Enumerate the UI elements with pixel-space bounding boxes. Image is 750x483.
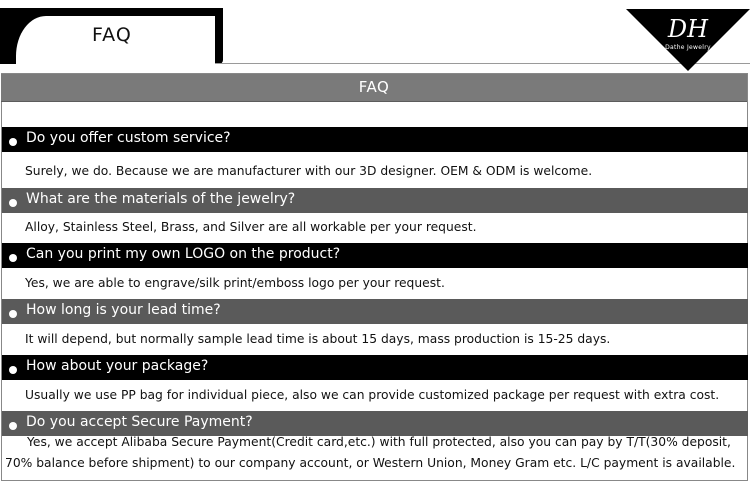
bullet-icon — [9, 422, 17, 430]
logo-monogram: DH — [667, 15, 709, 43]
faq-question — [2, 243, 748, 268]
faq-answer: Yes, we accept Alibaba Secure Payment(Credit card,etc.) with full protected, also you can pay by T/T(30% deposit, — [27, 435, 731, 449]
bullet-icon — [9, 199, 17, 207]
question-text: Do you offer custom service? — [26, 130, 231, 146]
question-text: What are the materials of the jewelry? — [26, 191, 296, 207]
faq-answer: Usually we use PP bag for individual piece, also we can provide customized package per request with extra cost. — [25, 388, 720, 402]
bullet-icon — [9, 138, 17, 146]
faq-question — [2, 355, 748, 380]
question-text: Do you accept Secure Payment? — [26, 414, 253, 430]
faq-answer: Yes, we are able to engrave/silk print/emboss logo per your request. — [25, 276, 445, 290]
faq-answer-continued: 70% balance before shipment) to our company account, or Western Union, Money Gram etc. L/C payment is available. — [5, 456, 736, 470]
question-text: How long is your lead time? — [26, 302, 221, 318]
bullet-icon — [9, 254, 17, 262]
header-title: FAQ — [92, 24, 132, 46]
faq-section-band — [1, 74, 747, 102]
question-text: How about your package? — [26, 358, 209, 374]
faq-question — [2, 411, 748, 436]
faq-answer: Alloy, Stainless Steel, Brass, and Silver are all workable per your request. — [25, 220, 477, 234]
bullet-icon — [9, 366, 17, 374]
brand-logo — [626, 9, 750, 71]
question-text: Can you print my own LOGO on the product? — [26, 246, 341, 262]
page-header — [0, 0, 750, 70]
section-title: FAQ — [358, 78, 390, 96]
faq-answer: It will depend, but normally sample lead time is about 15 days, mass production is 15-25 days. — [25, 332, 611, 346]
faq-question — [2, 127, 748, 152]
faq-question — [2, 299, 748, 324]
faq-question — [2, 188, 748, 213]
bullet-icon — [9, 310, 17, 318]
logo-text: Dathe Jewelry — [665, 44, 711, 51]
faq-answer: Surely, we do. Because we are manufacturer with our 3D designer. OEM & ODM is welcome. — [25, 164, 593, 178]
